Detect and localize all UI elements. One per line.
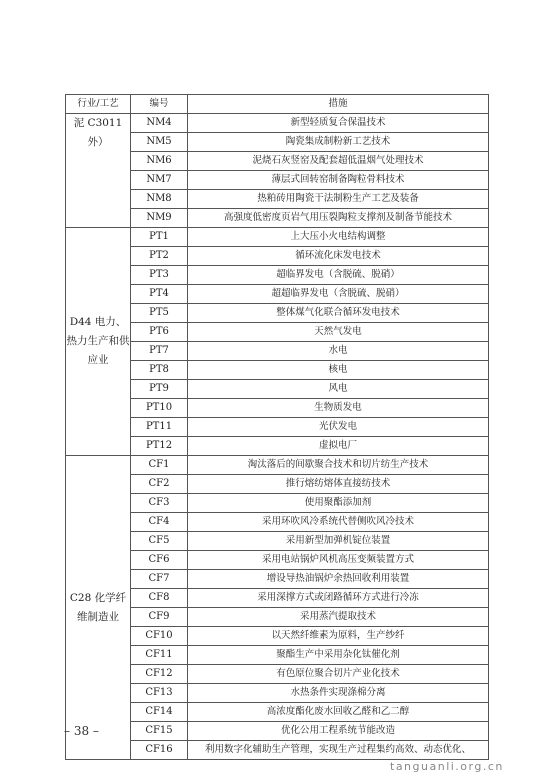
measure-cell: 聚酯生产中采用杂化钛催化剂 [188,646,489,665]
measure-cell: 水电 [188,342,489,361]
code-cell: PT1 [131,228,188,247]
table-header-row [66,95,489,114]
measure-cell: 采用深撑方式或闭路循环方式进行冷冻 [188,589,489,608]
measure-cell: 优化公用工程系统节能改造 [188,722,489,741]
code-cell: CF15 [131,722,188,741]
code-cell: CF2 [131,475,188,494]
code-cell: PT5 [131,304,188,323]
measure-cell: 循环流化床发电技术 [188,247,489,266]
measure-cell: 光伏发电 [188,418,489,437]
measure-cell: 风电 [188,380,489,399]
measure-cell: 热粕砖用陶瓷干法制粉生产工艺及装备 [188,190,489,209]
code-cell: CF12 [131,665,188,684]
code-cell: PT8 [131,361,188,380]
measure-cell: 虚拟电厂 [188,437,489,456]
code-cell: CF7 [131,570,188,589]
page-number: – 38 – [64,724,99,738]
header-measure: 措施 [188,95,489,114]
code-cell: NM8 [131,190,188,209]
code-cell: PT6 [131,323,188,342]
measure-cell: 使用聚酯添加剂 [188,494,489,513]
code-cell: CF10 [131,627,188,646]
table-row [66,456,489,475]
measure-cell: 整体煤气化联合循环发电技术 [188,304,489,323]
code-cell: PT4 [131,285,188,304]
code-cell: NM5 [131,133,188,152]
measure-cell: 淘汰落后的间歇聚合技术和切片纺生产技术 [188,456,489,475]
header-industry: 行业/工艺 [66,95,131,114]
industry-cell: D44 电力、热力生产和供应业 [66,228,131,456]
measure-cell: 以天然纤维素为原料，生产纱纤 [188,627,489,646]
measure-cell: 核电 [188,361,489,380]
code-cell: NM7 [131,171,188,190]
measure-cell: 超临界发电（含脱硫、脱硝） [188,266,489,285]
code-cell: CF6 [131,551,188,570]
watermark: tanguanli.org.cn [390,760,504,773]
code-cell: CF5 [131,532,188,551]
measure-cell: 有色原位聚合切片产业化技术 [188,665,489,684]
code-cell: CF9 [131,608,188,627]
measure-cell: 采用蒸汽提取技术 [188,608,489,627]
measure-cell: 生物质发电 [188,399,489,418]
measures-table [65,94,489,760]
code-cell: CF13 [131,684,188,703]
measure-cell: 水热条件实现涤棉分离 [188,684,489,703]
code-cell: PT12 [131,437,188,456]
code-cell: CF4 [131,513,188,532]
measure-cell: 薄层式回转窑制备陶粒骨料技术 [188,171,489,190]
code-cell: PT9 [131,380,188,399]
measure-cell: 采用新型加弹机锭位装置 [188,532,489,551]
measure-cell: 增设导热油锅炉余热回收利用装置 [188,570,489,589]
code-cell: CF11 [131,646,188,665]
measure-cell: 新型轻质复合保温技术 [188,114,489,133]
code-cell: NM4 [131,114,188,133]
code-cell: CF8 [131,589,188,608]
code-cell: CF1 [131,456,188,475]
code-cell: PT2 [131,247,188,266]
table-body [66,114,489,760]
measure-cell: 泥烧石灰竖窑及配套超低温烟气处理技术 [188,152,489,171]
code-cell: CF16 [131,741,188,760]
measure-cell: 陶瓷集成制粉新工艺技术 [188,133,489,152]
code-cell: CF14 [131,703,188,722]
measure-cell: 上大压小火电结构调整 [188,228,489,247]
measure-cell: 采用环吹风冷系统代替侧吹风冷技术 [188,513,489,532]
code-cell: CF3 [131,494,188,513]
code-cell: PT10 [131,399,188,418]
measure-cell: 高强度低密度页岩气用压裂陶粒支撑剂及制备节能技术 [188,209,489,228]
table-row [66,114,489,133]
measure-cell: 采用电站锅炉风机高压变频装置方式 [188,551,489,570]
code-cell: PT3 [131,266,188,285]
code-cell: PT11 [131,418,188,437]
table-row [66,228,489,247]
industry-cell: 泥 C3011 外） [66,114,131,228]
industry-cell: C28 化学纤维制造业 [66,456,131,760]
code-cell: NM6 [131,152,188,171]
header-code: 编号 [131,95,188,114]
code-cell: NM9 [131,209,188,228]
code-cell: PT7 [131,342,188,361]
measure-cell: 超超临界发电（含脱硫、脱硝） [188,285,489,304]
measure-cell: 利用数字化辅助生产管理，实现生产过程集约高效、动态优化、 [188,741,489,760]
measure-cell: 高浓度酯化废水回收乙醛和乙二醇 [188,703,489,722]
measure-cell: 推行熔纺熔体直接纺技术 [188,475,489,494]
measure-cell: 天然气发电 [188,323,489,342]
